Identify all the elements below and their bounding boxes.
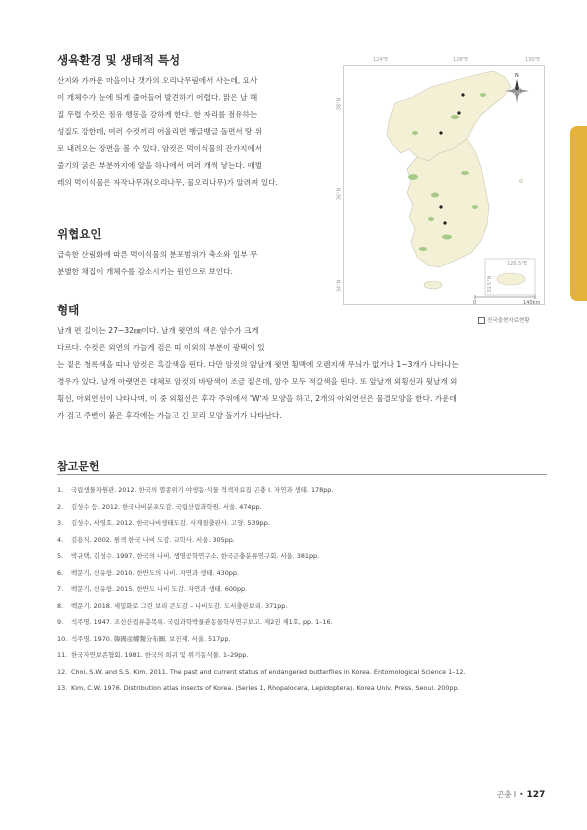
occurrence-point bbox=[439, 131, 442, 134]
distribution-map bbox=[335, 57, 546, 307]
scale-start: 0 bbox=[473, 300, 477, 306]
threat-line: 급속한 산림화에 따른 먹이식물의 분포범위가 축소와 일부 무 bbox=[57, 250, 258, 259]
occurrence-point bbox=[443, 221, 446, 224]
threat-title: 위협요인 bbox=[57, 227, 102, 241]
map-lat-label: 34°N bbox=[336, 279, 343, 293]
reference-text: 박규택, 김성수. 1997. 한국의 나비. 생명공학연구소, 한국곤충분류연구회. 서울. 381pp. bbox=[71, 552, 320, 560]
reference-number: 12. bbox=[57, 667, 68, 676]
reference-text: 석주명. 1970. 韓國産蝶類分布圖. 보진재. 서울. 517pp. bbox=[71, 634, 231, 643]
map-lon-label: 130°E bbox=[525, 57, 541, 63]
reference-item bbox=[57, 631, 547, 648]
reference-item bbox=[57, 565, 547, 582]
morphology-line: 횡선, 아외연선이 나타나며, 이 중 외횡선은 후각 주위에서 'W'자 모양을 하고, 2개의 아외연선은 물결모양을 한다. 가운데 bbox=[57, 394, 457, 403]
reference-text: 김용식. 2002. 원색 한국 나비 도감. 교학사. 서울. 305pp. bbox=[71, 535, 235, 544]
reference-number: 5. bbox=[57, 552, 64, 560]
page-number: 127 bbox=[526, 790, 546, 800]
reference-number: 2. bbox=[57, 502, 64, 511]
reference-item bbox=[57, 680, 547, 697]
reference-text: 국립생물자원관. 2012. 한국의 멸종위기 야생동·식물 적색자료집 곤충 I. 자연과 생태. 178pp. bbox=[71, 486, 334, 494]
reference-text: 한국자연보존협회. 1981. 한국의 희귀 및 위기동식물. 1–29pp. bbox=[71, 651, 249, 659]
references-title: 참고문헌 bbox=[57, 460, 100, 473]
korea-map-svg bbox=[335, 57, 546, 307]
occurrence-point bbox=[461, 93, 464, 96]
peninsula-south bbox=[407, 139, 489, 267]
occurrence-point bbox=[457, 111, 460, 114]
chapter-side-tab bbox=[570, 126, 587, 301]
reference-number: 7. bbox=[57, 585, 64, 593]
inset-lat-label: 33.5°N bbox=[487, 275, 493, 293]
jeju-island bbox=[424, 281, 442, 289]
scale-end: 140km bbox=[523, 300, 541, 306]
reference-item bbox=[57, 499, 547, 516]
reference-item bbox=[57, 581, 547, 598]
map-lon-label: 128°E bbox=[453, 57, 469, 63]
references-divider bbox=[57, 474, 547, 475]
reference-item bbox=[57, 664, 547, 681]
footer-category: 곤충 I bbox=[497, 790, 517, 799]
reference-item bbox=[57, 482, 547, 499]
reference-number: 13. bbox=[57, 684, 68, 692]
map-legend-icon bbox=[478, 317, 485, 324]
reference-number: 3. bbox=[57, 519, 64, 527]
inset-lon-label: 126.5°E bbox=[507, 261, 527, 267]
reference-item bbox=[57, 532, 547, 549]
compass-label: N bbox=[515, 73, 519, 79]
ulleung-island bbox=[519, 179, 523, 183]
reference-text: 김성수, 서영호. 2012. 한국나비생태도감. 사계절출판사. 고양. 539pp. bbox=[71, 519, 270, 527]
reference-text: Choi, S.W. and S.S. Kim. 2011. The past and current status of endangered butterflies in Korea. Entomological Science 1–12. bbox=[71, 667, 466, 676]
habitat-line: 성질도 강한데, 여러 수컷끼리 어울리면 뱅글뱅글 돌면서 땅 위 bbox=[57, 127, 263, 136]
reference-number: 4. bbox=[57, 535, 64, 544]
reference-text: 김성수 등. 2012. 한국나비분포도감. 국립산림과학원. 서울. 474pp. bbox=[71, 502, 262, 511]
reference-text: 백문기. 2018. 세밀화로 그린 보리 큰도감 – 나비도감. 도서출판보리. 371pp. bbox=[71, 601, 288, 610]
habitat-line: 줄기의 굵은 부분까지에 알을 하나에서 여러 개씩 낳는다. 애벌 bbox=[57, 161, 263, 170]
habitat-line: 이 개체수가 눈에 띄게 줄어들어 발견하기 어렵다. 맑은 날 해 bbox=[57, 93, 258, 102]
reference-text: 석주명. 1947. 조선산접류총목록. 국립과학박물관동물학부연구보고. 제2권 제1호, pp. 1–16. bbox=[71, 618, 333, 626]
reference-text: 백문기, 신유항. 2010. 한반도의 나비. 자연과 생태. 430pp. bbox=[71, 568, 239, 577]
reference-number: 8. bbox=[57, 601, 64, 610]
reference-number: 10. bbox=[57, 634, 68, 643]
map-lat-label: 38°N bbox=[336, 97, 343, 111]
morphology-title: 형태 bbox=[57, 303, 80, 317]
occurrence-point bbox=[439, 205, 442, 208]
habitat-title: 생육환경 및 생태적 특성 bbox=[57, 53, 181, 67]
threat-paragraph bbox=[57, 246, 333, 280]
map-source-text: 전국출현자료현황 bbox=[487, 318, 530, 324]
map-lat-label: 36°N bbox=[336, 187, 343, 201]
references-list bbox=[57, 482, 547, 697]
peninsula-north bbox=[387, 71, 511, 161]
habitat-line: 로 내려오는 장면을 볼 수 있다. 암컷은 먹이식물의 잔가지에서 bbox=[57, 144, 263, 153]
morphology-line: 경우가 있다. 날개 아랫면은 대체로 암컷의 바탕색이 조금 짙은데, 암수 모두 적갈색을 띤다. 또 앞날개 외횡선과 뒷날개 외 bbox=[57, 377, 458, 386]
reference-number: 1. bbox=[57, 486, 64, 494]
reference-item bbox=[57, 548, 547, 565]
habitat-line: 산지와 가까운 마을이나 갯가의 오리나무림에서 사는데, 요사 bbox=[57, 76, 258, 85]
morphology-line: 다르다. 수컷은 외연의 가늘게 검은 띠 이외의 부분이 광택이 있 bbox=[57, 343, 265, 352]
reference-item bbox=[57, 515, 547, 532]
habitat-line: 레의 먹이식물은 자작나무과(오리나무, 물오리나무)가 알려져 있다. bbox=[57, 178, 278, 187]
footer-separator: • bbox=[519, 790, 524, 799]
reference-number: 6. bbox=[57, 568, 64, 577]
page-footer bbox=[497, 789, 545, 800]
habitat-paragraph bbox=[57, 72, 333, 191]
reference-item bbox=[57, 614, 547, 631]
scale-bar bbox=[473, 295, 540, 306]
reference-number: 9. bbox=[57, 618, 64, 626]
map-source-caption bbox=[478, 316, 530, 324]
jeju-inset-island bbox=[497, 273, 525, 285]
threat-line: 분별한 채집이 개체수를 감소시키는 원인으로 보인다. bbox=[57, 267, 233, 276]
reference-text: 백문기, 신유항. 2015. 한반도 나비 도감. 자연과 생태. 600pp. bbox=[71, 585, 248, 593]
morphology-line: 는 짙은 청록색을 띠나 암컷은 흑갈색을 띤다. 다만 암컷의 앞날개 윗면 횡맥에 오렌지색 무늬가 없거나 1~3개가 나타나는 bbox=[57, 360, 459, 369]
map-lon-label: 124°E bbox=[373, 57, 389, 63]
morphology-line: 가 검고 주변이 붉은 후각에는 가늘고 긴 꼬리 모양 돌기가 나타난다. bbox=[57, 411, 282, 420]
morphology-line: 날개 편 길이는 27~32㎜이다. 날개 윗면의 색은 암수가 크게 bbox=[57, 326, 259, 335]
reference-text: Kim, C.W. 1976. Distribution atlas insects of Korea. (Series 1, Rhopalocera, Lepidoptera). Korea Univ. Press. Seoul. 200pp. bbox=[71, 684, 460, 692]
reference-item bbox=[57, 647, 547, 664]
morphology-paragraph bbox=[57, 322, 547, 424]
habitat-line: 질 무렵 수컷은 점유 행동을 강하게 한다. 한 자리를 점유하는 bbox=[57, 110, 258, 119]
reference-item bbox=[57, 598, 547, 615]
reference-number: 11. bbox=[57, 651, 68, 659]
